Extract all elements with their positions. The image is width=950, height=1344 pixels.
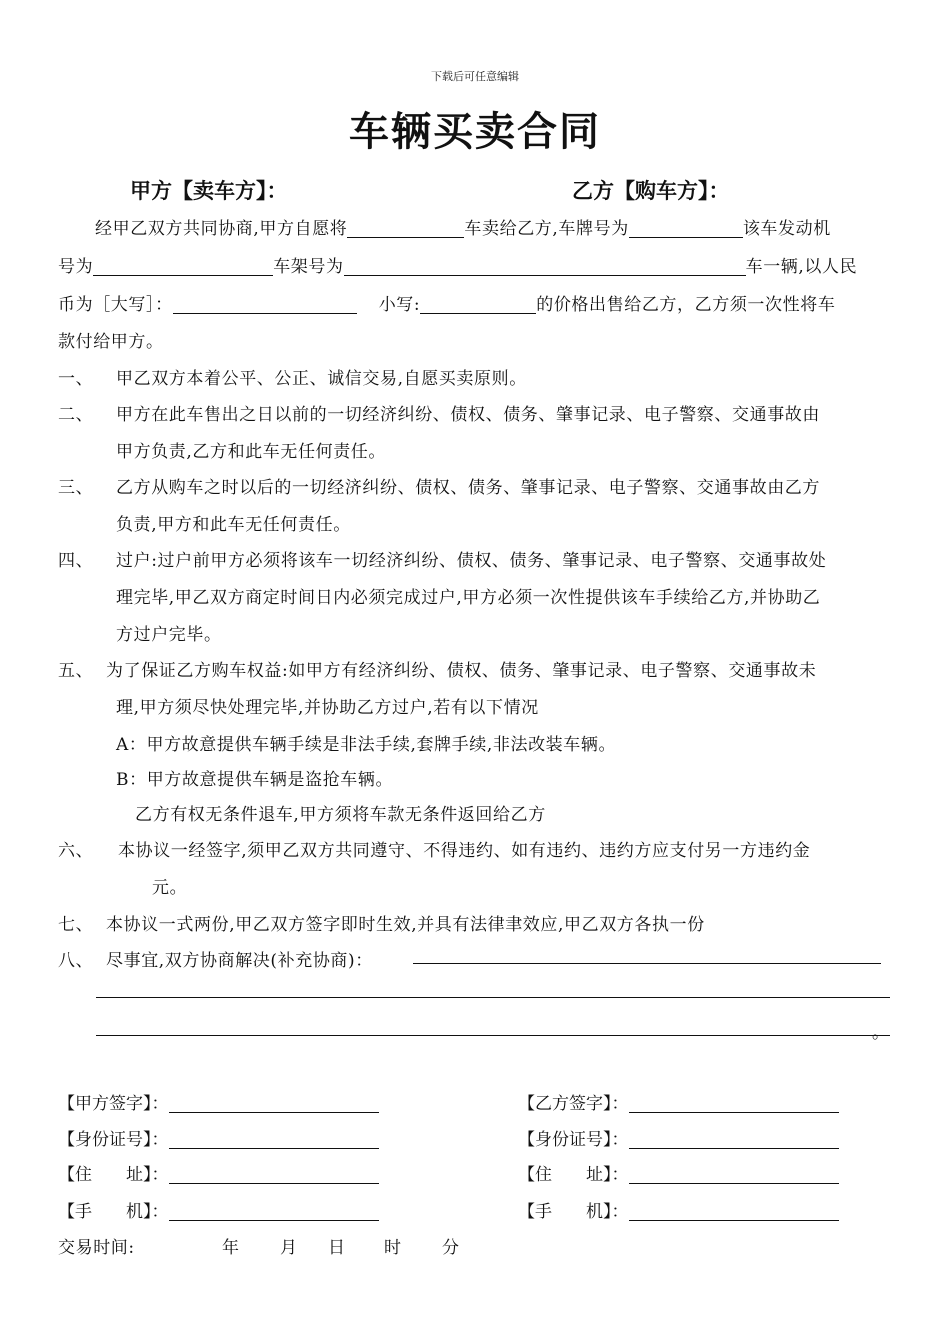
price-lowercase-blank[interactable] <box>420 293 536 314</box>
clause-8-number: 八、 <box>58 951 94 971</box>
intro-text: 的价格出售给乙方，乙方须一次性将车 <box>536 295 836 315</box>
trade-time-day: 日 <box>328 1238 346 1258</box>
intro-text: 小写: <box>378 295 421 315</box>
intro-text: 币为［大写］： <box>58 295 173 315</box>
seller-phone-field[interactable] <box>169 1200 379 1221</box>
buyer-phone-label: 【手 机】： <box>518 1202 629 1222</box>
buyer-id-field[interactable] <box>629 1128 839 1149</box>
clause-4-text: 过户:过户前甲方必须将该车一切经济纠纷、债权、债务、肇事记录、电子警察、交通事故处 <box>116 551 827 571</box>
seller-signature-field[interactable] <box>169 1092 379 1113</box>
intro-text: 车架号为 <box>273 257 344 277</box>
supplement-line-1[interactable] <box>413 963 881 964</box>
intro-line-3 <box>58 290 835 315</box>
intro-text: 号为 <box>58 257 94 277</box>
buyer-signature-field[interactable] <box>629 1092 839 1113</box>
buyer-phone-row <box>518 1197 839 1222</box>
plate-number-blank[interactable] <box>629 217 743 238</box>
engine-number-blank[interactable] <box>93 255 273 276</box>
seller-id-row <box>58 1125 379 1150</box>
buyer-address-label: 【住 址】： <box>518 1165 629 1185</box>
clause-5-text: 乙方有权无条件退车,甲方须将车款无条件返回给乙方 <box>135 805 546 825</box>
intro-line-4: 款付给甲方。 <box>58 332 164 352</box>
clause-5-number: 五、 <box>58 661 94 681</box>
intro-line-1 <box>95 214 831 239</box>
seller-phone-label: 【手 机】： <box>58 1202 169 1222</box>
trade-time-year: 年 <box>222 1238 240 1258</box>
document-title: 车辆买卖合同 <box>349 109 601 155</box>
supplement-line-2[interactable] <box>96 997 890 998</box>
clause-4-text: 方过户完毕。 <box>116 625 222 645</box>
frame-number-blank[interactable] <box>344 255 746 276</box>
intro-line-2 <box>58 252 857 277</box>
intro-text: 经甲乙双方共同协商,甲方自愿将 <box>95 219 348 239</box>
clause-2-text: 甲方在此车售出之日以前的一切经济纠纷、债权、债务、肇事记录、电子警察、交通事故由 <box>116 405 820 425</box>
seller-id-field[interactable] <box>169 1128 379 1149</box>
buyer-phone-field[interactable] <box>629 1200 839 1221</box>
trade-time-minute: 分 <box>442 1238 460 1258</box>
clause-8-text: 尽事宜,双方协商解决(补充协商)： <box>106 951 373 971</box>
clause-7-text: 本协议一式两份,甲乙双方签字即时生效,并具有法律聿效应,甲乙双方各执一份 <box>106 915 705 935</box>
clause-5-case-a: A：甲方故意提供车辆手续是非法手续,套牌手续,非法改装车辆。 <box>116 735 617 755</box>
clause-5-text: 理,甲方须尽快处理完毕,并协助乙方过户,若有以下情况 <box>116 698 539 718</box>
header-note: 下载后可任意编辑 <box>431 70 519 83</box>
car-brand-blank[interactable] <box>347 217 464 238</box>
clause-5-text: 为了保证乙方购车权益:如甲方有经济纠纷、债权、债务、肇事记录、电子警察、交通事故未 <box>106 661 817 681</box>
seller-party-label: 甲方【卖车方】： <box>130 179 288 203</box>
clause-3-number: 三、 <box>58 478 94 498</box>
seller-address-label: 【住 址】： <box>58 1165 169 1185</box>
seller-id-label: 【身份证号】： <box>58 1130 169 1150</box>
clause-1-number: 一、 <box>58 369 94 389</box>
clause-1-text: 甲乙双方本着公平、公正、诚信交易,自愿买卖原则。 <box>116 369 527 389</box>
trade-time-hour: 时 <box>384 1238 402 1258</box>
trade-time-month: 月 <box>280 1238 298 1258</box>
intro-text: 该车发动机 <box>742 219 831 239</box>
buyer-party-label: 乙方【购车方】： <box>572 179 730 203</box>
buyer-signature-row <box>518 1089 839 1114</box>
clause-3-text: 乙方从购车之时以后的一切经济纠纷、债权、债务、肇事记录、电子警察、交通事故由乙方 <box>116 478 820 498</box>
buyer-signature-label: 【乙方签字】： <box>518 1094 629 1114</box>
seller-address-row <box>58 1160 379 1185</box>
buyer-id-row <box>518 1125 839 1150</box>
clause-4-text: 理完毕,甲乙双方商定时间日内必须完成过户,甲方必须一次性提供该车手续给乙方,并协助乙 <box>116 588 821 608</box>
buyer-address-field[interactable] <box>629 1163 839 1184</box>
intro-text: 车一辆,以人民 <box>745 257 858 277</box>
price-uppercase-blank[interactable] <box>173 293 357 314</box>
clause-2-number: 二、 <box>58 405 94 425</box>
intro-text: 车卖给乙方,车牌号为 <box>464 219 629 239</box>
seller-address-field[interactable] <box>169 1163 379 1184</box>
clause-6-text: 本协议一经签字,须甲乙双方共同遵守、不得违约、如有违约、违约方应支付另一方违约金 <box>118 841 811 861</box>
supplement-line-3[interactable] <box>96 1035 890 1036</box>
clause-3-text: 负责,甲方和此车无任何责任。 <box>116 515 351 535</box>
clause-5-case-b: B：甲方故意提供车辆是盗抢车辆。 <box>116 770 394 790</box>
clause-4-number: 四、 <box>58 551 94 571</box>
clause-2-text: 甲方负责,乙方和此车无任何责任。 <box>116 442 387 462</box>
trade-time-label: 交易时间: <box>58 1238 135 1258</box>
seller-signature-row <box>58 1089 379 1114</box>
clause-6-text: 元。 <box>152 878 188 898</box>
seller-phone-row <box>58 1197 379 1222</box>
clause-6-number: 六、 <box>58 841 94 861</box>
clause-7-number: 七、 <box>58 915 94 935</box>
seller-signature-label: 【甲方签字】： <box>58 1094 169 1114</box>
buyer-id-label: 【身份证号】： <box>518 1130 629 1150</box>
supplement-end-mark: 。 <box>872 1023 890 1043</box>
buyer-address-row <box>518 1160 839 1185</box>
